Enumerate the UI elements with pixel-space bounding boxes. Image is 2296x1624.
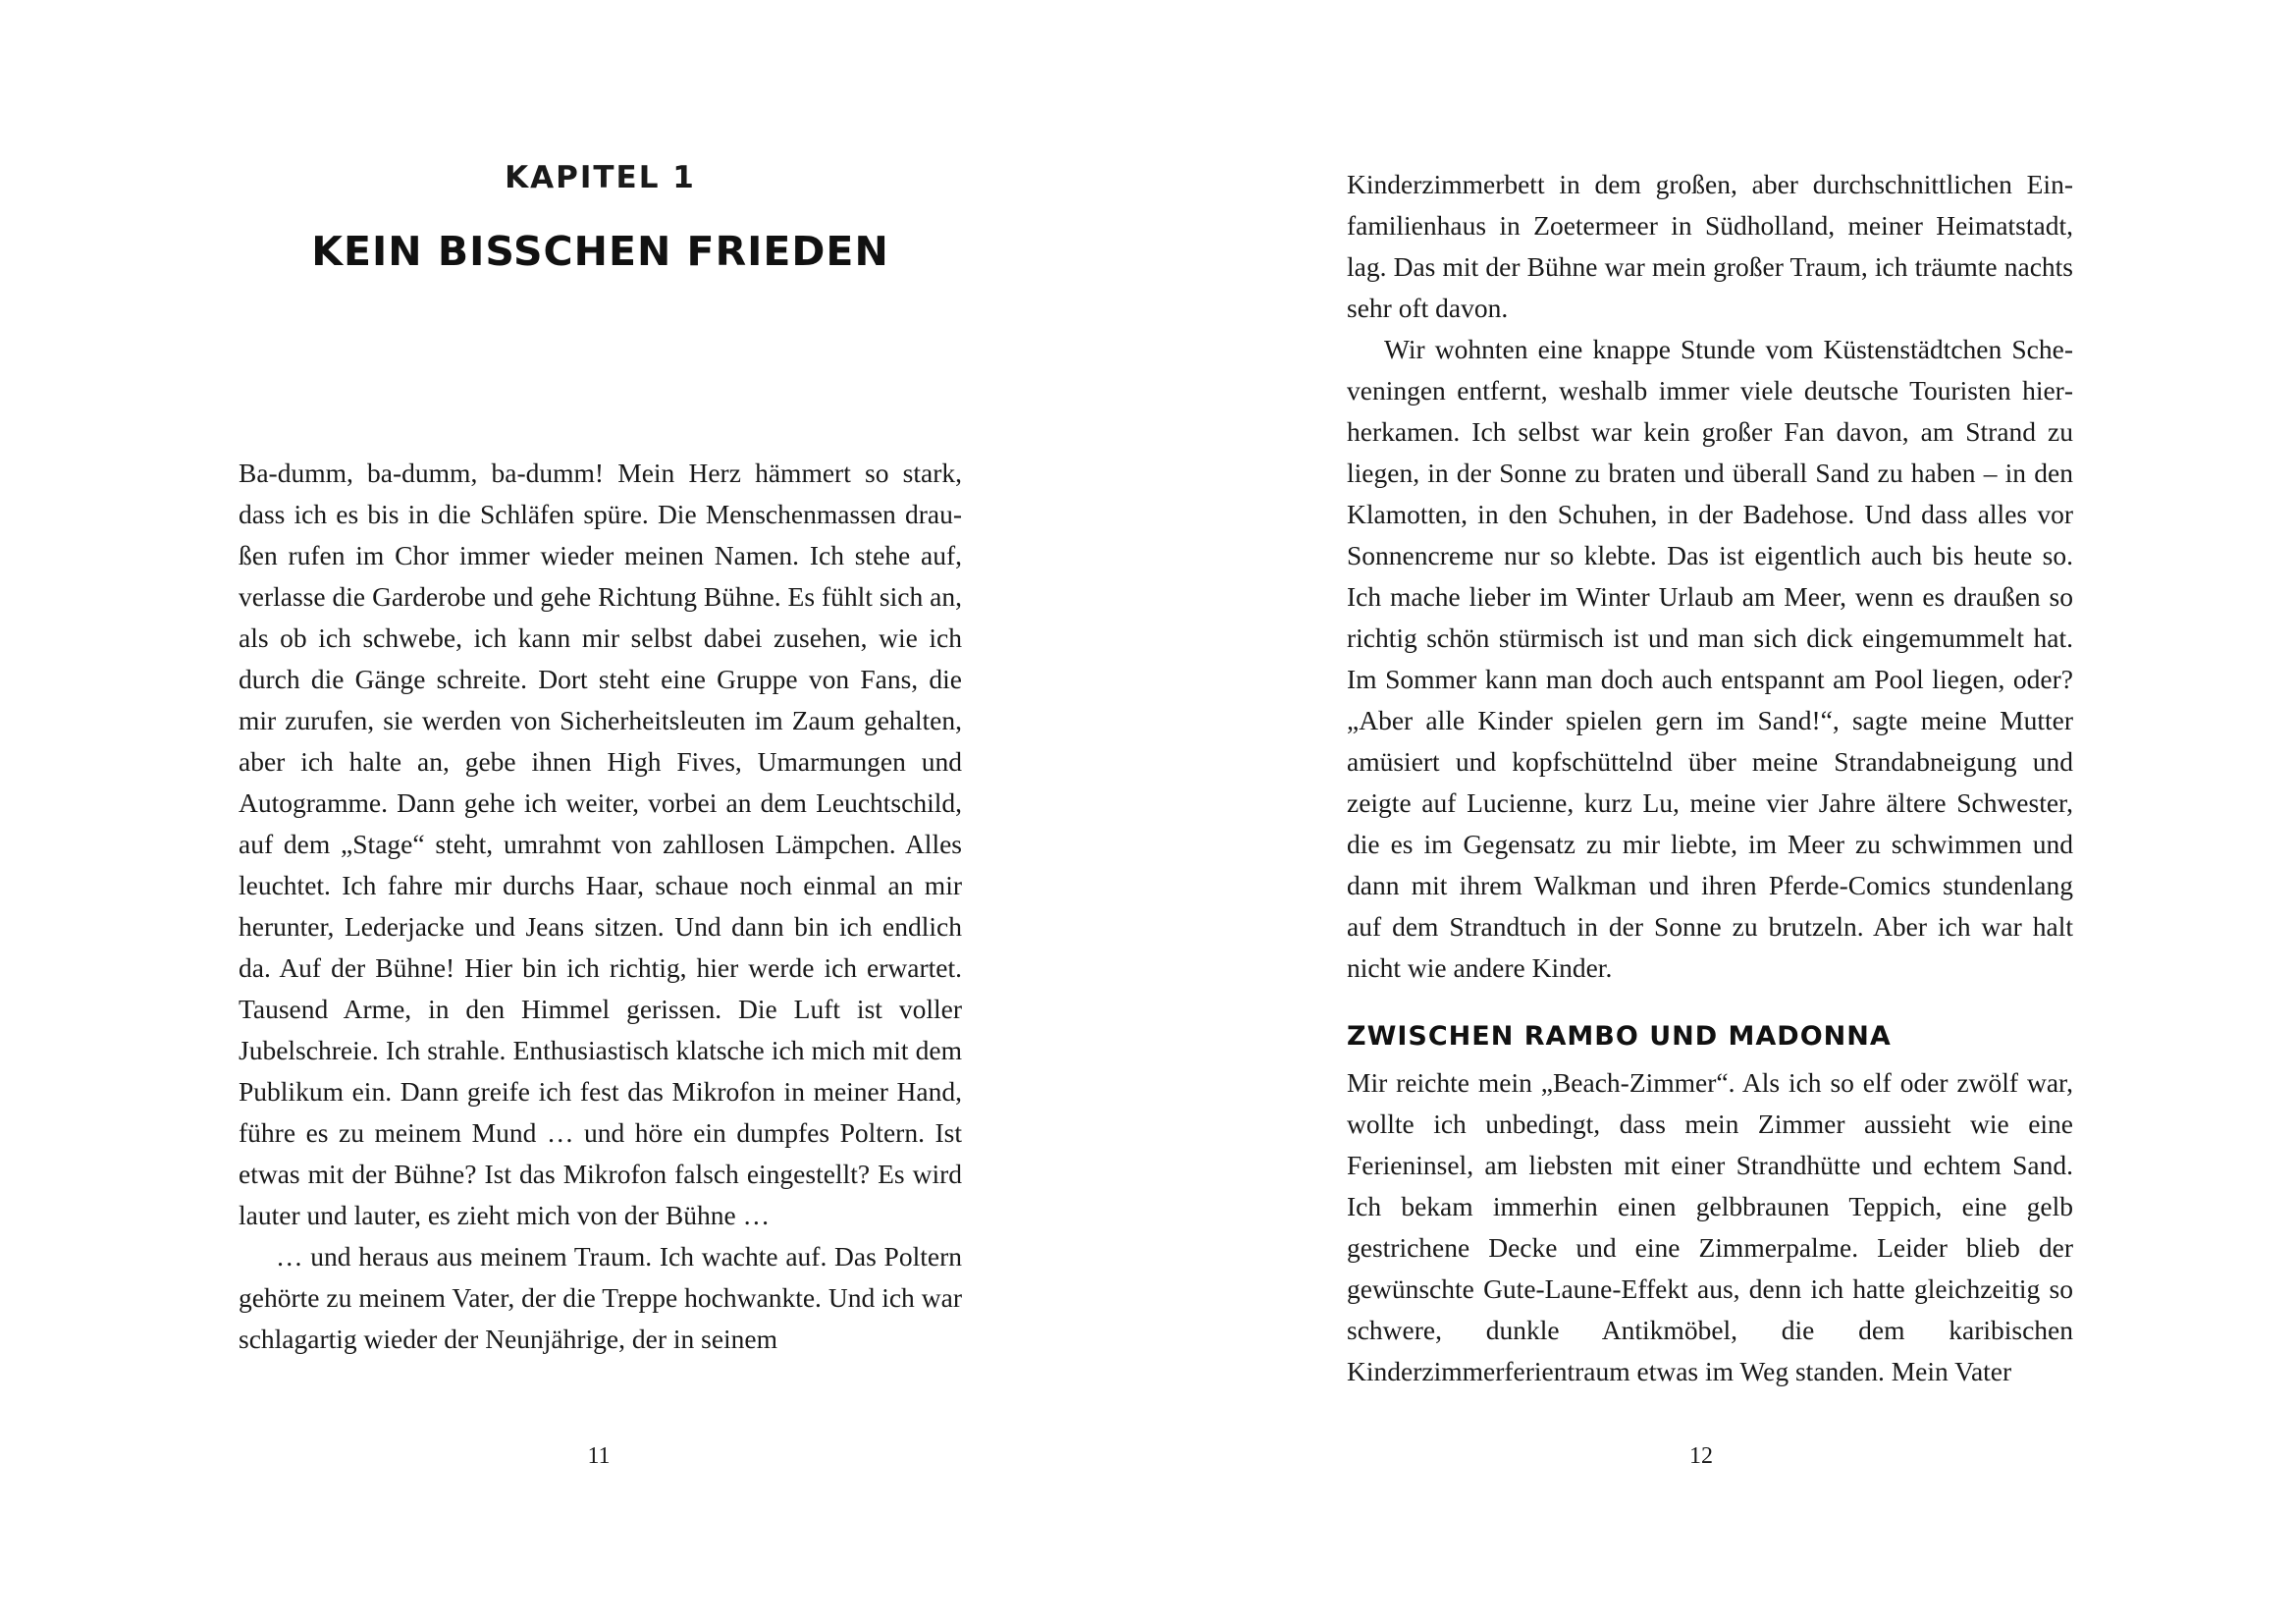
paragraph: Mir reichte mein „Beach-Zimmer“. Als ich so elf oder zwölf war, wollte ich unbedingt, dass mein Zimmer aussieht wie eine Ferieninsel, am liebsten mit einer Strandhütte und echtem Sand. Ich bekam immerhin einen gelbbraunen Teppich, eine gelb gestrichene Decke und eine Zimmerpalme. Leider blieb der gewünschte Gute-Laune-Effekt aus, denn ich hatte gleichzeitig so schwere, dunkle Antikmöbel, die dem karibischen Kinderzimmerferientraum etwas im Weg standen. Mein Vater [1347, 1067, 2073, 1386]
right-page [1148, 0, 2296, 1624]
paragraph: Kinderzimmerbett in dem großen, aber durchschnittlichen Einfamilienhaus in Zoetermeer in Südholland, meiner Heimatstadt, lag. Das mit der Bühne war mein großer Traum, ich träumte nachts sehr oft davon. [1347, 169, 2073, 323]
right-body-text-top [1347, 164, 2073, 989]
paragraph: Wir wohnten eine knappe Stunde vom Küstenstädtchen Scheveningen entfernt, weshalb immer viele deutsche Touristen hierherkamen. Ich selbst war kein großer Fan davon, am Strand zu liegen, in der Sonne zu braten und überall Sand zu haben – in den Klamotten, in den Schuhen, in der Badehose. Und dass alles vor Sonnencreme nur so klebte. Das ist eigentlich auch bis heute so. Ich mache lieber im Winter Urlaub am Meer, wenn es draußen so richtig schön stürmisch ist und man sich dick eingemummelt hat. Im Sommer kann man doch auch entspannt am Pool liegen, oder? „Aber alle Kinder spielen gern im Sand!“, sagte meine Mutter amüsiert und kopfschüttelnd über meine Strandabneigung und zeigte auf Lucienne, kurz Lu, meine vier Jahre ältere Schwester, die es im Gegensatz zu mir liebte, im Meer zu schwimmen und dann mit ihrem Walkman und ihren Pferde-Comics stundenlang auf dem Strandtuch in der Sonne zu brutzeln. Aber ich war halt nicht wie andere Kinder. [1347, 334, 2073, 983]
chapter-label: KAPITEL 1 [505, 160, 696, 195]
right-body-text-bottom [1347, 1062, 2073, 1392]
section-heading: ZWISCHEN RAMBO UND MADONNA [1347, 1021, 1892, 1052]
chapter-title: KEIN BISSCHEN FRIEDEN [311, 228, 889, 275]
paragraph: Ba-dumm, ba-dumm, ba-dumm! Mein Herz hämmert so stark, dass ich es bis in die Schläfen spüre. Die Menschenmassen draußen rufen im Chor immer wieder meinen Namen. Ich stehe auf, verlasse die Garderobe und gehe Richtung Bühne. Es fühlt sich an, als ob ich schwebe, ich kann mir selbst dabei zusehen, wie ich durch die Gänge schreite. Dort steht eine Gruppe von Fans, die mir zurufen, sie werden von Sicherheitsleuten im Zaum gehalten, aber ich halte an, gebe ihnen High Fives, Umarmungen und Autogramme. Dann gehe ich weiter, vorbei an dem Leuchtschild, auf dem „Stage“ steht, umrahmt von zahllosen Lämpchen. Alles leuchtet. Ich fahre mir durchs Haar, schaue noch einmal an mir herunter, Lederjacke und Jeans sitzen. Und dann bin ich endlich da. Auf der Bühne! Hier bin ich richtig, hier werde ich erwartet. Tausend Arme, in den Himmel gerissen. Die Luft ist voller Jubelschreie. Ich strahle. Enthusiastisch klatsche ich mich mit dem Publikum ein. Dann greife ich fest das Mikrofon in meiner Hand, führe es zu meinem Mund … und höre ein dumpfes Poltern. Ist etwas mit der Bühne? Ist das Mikrofon falsch eingestellt? Es wird lauter und lauter, es zieht mich von der Bühne … [239, 458, 962, 1230]
left-body-text [239, 453, 962, 1360]
page-number: 11 [587, 1443, 611, 1469]
page-number: 12 [1689, 1443, 1713, 1469]
paragraph: … und heraus aus meinem Traum. Ich wachte auf. Das Poltern gehörte zu meinem Vater, der die Treppe hochwankte. Und ich war schlagartig wieder der Neunjährige, der in seinem [239, 1241, 962, 1354]
